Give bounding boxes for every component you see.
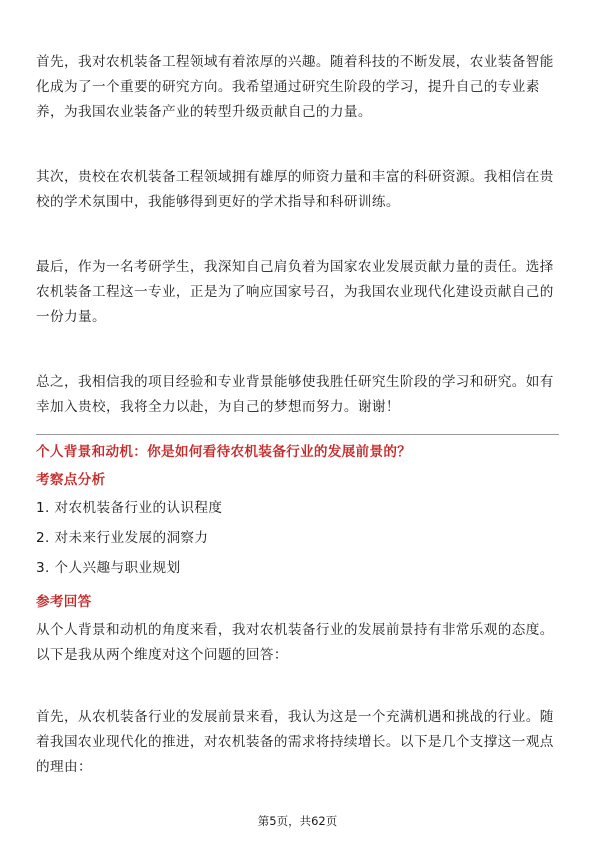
paragraph-conclusion: 总之，我相信我的项目经验和专业背景能够使我胜任研究生阶段的学习和研究。如有幸加入贵校，我将全力以赴，为自己的梦想而努力。谢谢！: [36, 374, 554, 415]
analysis-item: 3. 个人兴趣与职业规划: [36, 560, 181, 576]
paragraph-school-resources: 其次，贵校在农机装备工程领域拥有雄厚的师资力量和丰富的科研资源。我相信在贵校的学术氛围中，我能够得到更好的学术指导和科研训练。: [36, 169, 554, 210]
paragraph-responsibility: 最后，作为一名考研学生，我深知自己肩负着为国家农业发展贡献力量的责任。选择农机装备工程这一专业，正是为了响应国家号召，为我国农业现代化建设贡献自己的一份力量。: [36, 259, 554, 325]
question-heading: 个人背景和动机：你是如何看待农机装备行业的发展前景的？: [36, 444, 412, 460]
analysis-item: 2. 对未来行业发展的洞察力: [36, 530, 209, 546]
section-divider: [36, 434, 559, 435]
paragraph-interest: 首先，我对农机装备工程领域有着浓厚的兴趣。随着科技的不断发展，农业装备智能化成为了一个重要的研究方向。我希望通过研究生阶段的学习，提升自己的专业素养，为我国农业装备产业的转型升级贡献自己的力量。: [36, 54, 554, 120]
answer-paragraph-first: 首先，从农机装备行业的发展前景来看，我认为这是一个充满机遇和挑战的行业。随着我国农业现代化的推进，对农机装备的需求将持续增长。以下是几个支撑这一观点的理由：: [36, 709, 554, 775]
page-number-footer: 第5页，共62页: [257, 814, 338, 828]
answer-paragraph-intro: 从个人背景和动机的角度来看，我对农机装备行业的发展前景持有非常乐观的态度。以下是我从两个维度对这个问题的回答：: [36, 622, 554, 663]
analysis-title: 考察点分析: [36, 472, 106, 488]
answer-title: 参考回答: [36, 594, 92, 610]
analysis-item: 1. 对农机装备行业的认识程度: [36, 500, 223, 516]
